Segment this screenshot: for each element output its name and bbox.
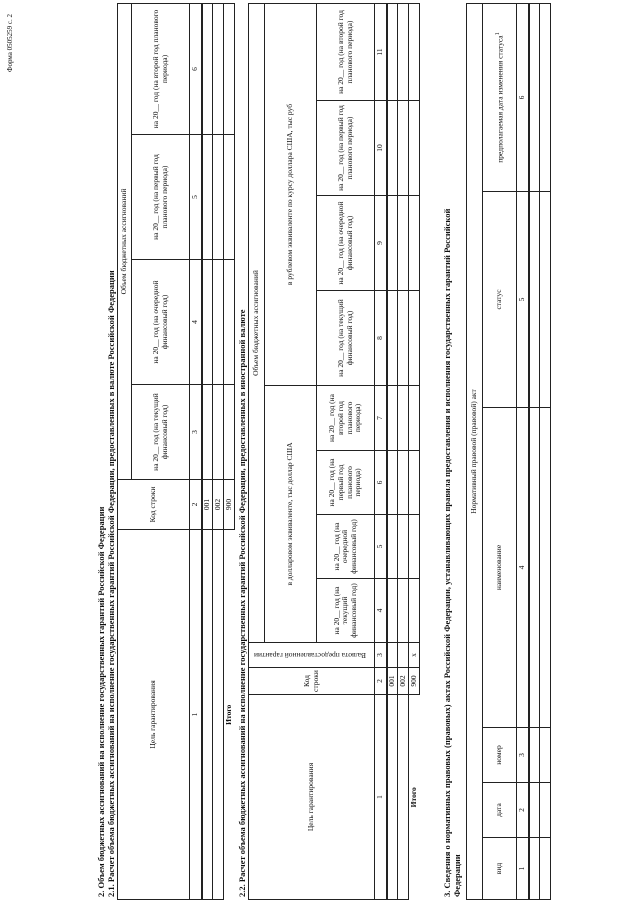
colnum: 11 xyxy=(375,4,387,101)
cell-date-change[interactable] xyxy=(529,3,540,191)
cell-code: 001 xyxy=(202,480,213,530)
header-rub-plan2: на 20__ год (на второй год планового периода) xyxy=(317,4,375,101)
colnum: 1 xyxy=(190,530,202,900)
total-code: 900 xyxy=(409,668,420,695)
cell-value[interactable] xyxy=(409,4,420,101)
section-3-title-cont: Федерации xyxy=(452,854,462,897)
section-3-title: 3. Сведения о нормативных правовых (правовых) актах Российской Федерации, устанавливающих правила предоставления и исполнения государственных гарантий Российской xyxy=(442,208,452,897)
cell-value[interactable] xyxy=(213,4,224,135)
cell-number[interactable] xyxy=(540,728,551,783)
cell-status[interactable] xyxy=(540,192,551,408)
cell-purpose[interactable] xyxy=(387,695,398,900)
cell-value[interactable] xyxy=(398,579,409,643)
cell-value[interactable] xyxy=(387,291,398,386)
colnum: 6 xyxy=(190,4,202,135)
header-volume: Объем бюджетных ассигнований xyxy=(249,4,265,643)
header-currency: Валюта предоставленной гарантии xyxy=(249,643,375,668)
cell-value[interactable] xyxy=(202,4,213,135)
header-volume: Объем бюджетных ассигнований xyxy=(118,4,132,480)
cell-value[interactable] xyxy=(387,386,398,451)
cell-value[interactable] xyxy=(213,135,224,260)
form-mark: Форма 0505259 с. 2 xyxy=(6,14,14,73)
table-row xyxy=(398,4,409,900)
cell-value[interactable] xyxy=(398,101,409,196)
section-2-2-title: 2.2. Расчет объема бюджетных ассигнований на исполнение государственных гарантий Российской Федерации, предоставленных в иностранной валюте xyxy=(237,309,247,897)
header-date-change: предполагаемая дата изменения статуса$^1$ xyxy=(483,3,517,191)
cell-value[interactable] xyxy=(213,260,224,385)
cell-kind[interactable] xyxy=(540,838,551,900)
table-row xyxy=(213,4,224,900)
table-3 xyxy=(466,3,551,900)
cell-value[interactable] xyxy=(387,4,398,101)
cell-value[interactable] xyxy=(202,135,213,260)
cell-value[interactable] xyxy=(224,385,235,480)
header-usd-plan2: на 20__ год (на второй год планового периода) xyxy=(317,386,375,451)
header-code: Код строки xyxy=(249,668,375,695)
header-name: наименование xyxy=(483,408,517,728)
colnum: 8 xyxy=(375,291,387,386)
header-rub-next: на 20__ год (на очередной финансовый год) xyxy=(317,196,375,291)
footnote-mark: 1 xyxy=(493,32,501,36)
colnum: 1 xyxy=(375,695,387,900)
total-label: Итого xyxy=(408,787,418,808)
cell-code: 001 xyxy=(387,668,398,695)
table-row xyxy=(387,4,398,900)
colnum: 3 xyxy=(375,643,387,668)
cell-value[interactable] xyxy=(398,515,409,579)
cell-currency[interactable] xyxy=(387,643,398,668)
colnum: 10 xyxy=(375,101,387,196)
header-usd: в долларовом эквиваленте, тыс доллар США xyxy=(265,386,317,643)
header-year-current: на 20__ год (на текущий финансовый год) xyxy=(132,385,190,480)
table-row xyxy=(202,4,213,900)
cell-value[interactable] xyxy=(409,386,420,451)
cell-name[interactable] xyxy=(529,408,540,728)
colnum: 3 xyxy=(190,385,202,480)
header-usd-current: на 20__ год (на текущий финансовый год) xyxy=(317,579,375,643)
cell-value[interactable] xyxy=(224,4,235,135)
header-usd-next: на 20__ год (на очередной финансовый год) xyxy=(317,515,375,579)
cell-value[interactable] xyxy=(398,451,409,515)
colnum: 4 xyxy=(375,579,387,643)
table-2-1 xyxy=(117,3,235,900)
header-year-plan2: на 20__ год (на второй год планового периода) xyxy=(132,4,190,135)
cell-code: 002 xyxy=(213,480,224,530)
cell-value[interactable] xyxy=(213,385,224,480)
cell-date-change[interactable] xyxy=(540,3,551,191)
colnum: 4 xyxy=(517,408,529,728)
cell-value[interactable] xyxy=(409,101,420,196)
colnum: 3 xyxy=(517,728,529,783)
colnum: 7 xyxy=(375,386,387,451)
table-row xyxy=(540,3,551,899)
cell-purpose[interactable] xyxy=(202,530,213,900)
header-rub: в рублевом эквиваленте по курсу доллара США, тыс руб xyxy=(265,4,317,386)
cell-value[interactable] xyxy=(387,196,398,291)
cell-value[interactable] xyxy=(224,135,235,260)
header-rub-current: на 20__ год (на текущий финансовый год) xyxy=(317,291,375,386)
cell-value[interactable] xyxy=(224,260,235,385)
cell-value[interactable] xyxy=(202,260,213,385)
cell-number[interactable] xyxy=(529,728,540,783)
colnum: 5 xyxy=(375,515,387,579)
cell-status[interactable] xyxy=(529,192,540,408)
colnum: 5 xyxy=(190,135,202,260)
colnum: 6 xyxy=(517,3,529,191)
colnum: 1 xyxy=(517,838,529,900)
header-year-plan1: на 20__ год (на первый год планового периода) xyxy=(132,135,190,260)
cell-purpose[interactable] xyxy=(398,695,409,900)
colnum: 2 xyxy=(375,668,387,695)
cell-value[interactable] xyxy=(387,515,398,579)
cell-value[interactable] xyxy=(409,196,420,291)
cell-value[interactable] xyxy=(202,385,213,480)
section-2-1-title: 2.1. Расчет объема бюджетных ассигнований на исполнение государственных гарантий Российской Федерации, предоставленных в валюте Российской Федерации xyxy=(106,270,116,897)
table-row-total xyxy=(224,4,235,900)
cell-currency[interactable] xyxy=(398,643,409,668)
cell-name[interactable] xyxy=(540,408,551,728)
header-year-next: на 20__ год (на очередной финансовый год) xyxy=(132,260,190,385)
cell-value[interactable] xyxy=(409,579,420,643)
header-kind: вид xyxy=(483,838,517,900)
colnum: 2 xyxy=(190,480,202,530)
colnum: 6 xyxy=(375,451,387,515)
header-purpose: Цель гарантирования xyxy=(249,695,375,900)
cell-code: 002 xyxy=(398,668,409,695)
cell-kind[interactable] xyxy=(529,838,540,900)
section-2-title: 2. Объем бюджетных ассигнований на исполнение государственных гарантий Российской Федерации xyxy=(96,506,106,897)
cell-value[interactable] xyxy=(398,196,409,291)
table-row xyxy=(529,3,540,899)
cell-value[interactable] xyxy=(398,386,409,451)
header-status: статус xyxy=(483,192,517,408)
header-code: Код строки xyxy=(118,480,190,530)
colnum: 5 xyxy=(517,192,529,408)
header-date: дата xyxy=(483,783,517,838)
cell-purpose[interactable] xyxy=(213,530,224,900)
cell-value[interactable] xyxy=(387,451,398,515)
table-row-total xyxy=(409,4,420,900)
cell-date[interactable] xyxy=(529,783,540,838)
colnum: 9 xyxy=(375,196,387,291)
colnum: 4 xyxy=(190,260,202,385)
table-2-2 xyxy=(248,3,420,900)
cell-value[interactable] xyxy=(387,101,398,196)
header-purpose: Цель гарантирования xyxy=(118,530,190,900)
cell-value[interactable] xyxy=(398,4,409,101)
header-act: Нормативный правовой (правовой) акт xyxy=(467,3,483,899)
colnum: 2 xyxy=(517,783,529,838)
total-label: Итого xyxy=(223,704,233,725)
cell-value[interactable] xyxy=(409,515,420,579)
cell-value[interactable] xyxy=(409,451,420,515)
cell-value[interactable] xyxy=(387,579,398,643)
cell-date[interactable] xyxy=(540,783,551,838)
total-currency-x: x xyxy=(409,643,420,668)
header-rub-plan1: на 20__ год (на первый год планового периода) xyxy=(317,101,375,196)
header-number: номер xyxy=(483,728,517,783)
total-code: 900 xyxy=(224,480,235,530)
header-usd-plan1: на 20__ год (на первый год планового периода) xyxy=(317,451,375,515)
cell-value[interactable] xyxy=(398,291,409,386)
cell-value[interactable] xyxy=(409,291,420,386)
